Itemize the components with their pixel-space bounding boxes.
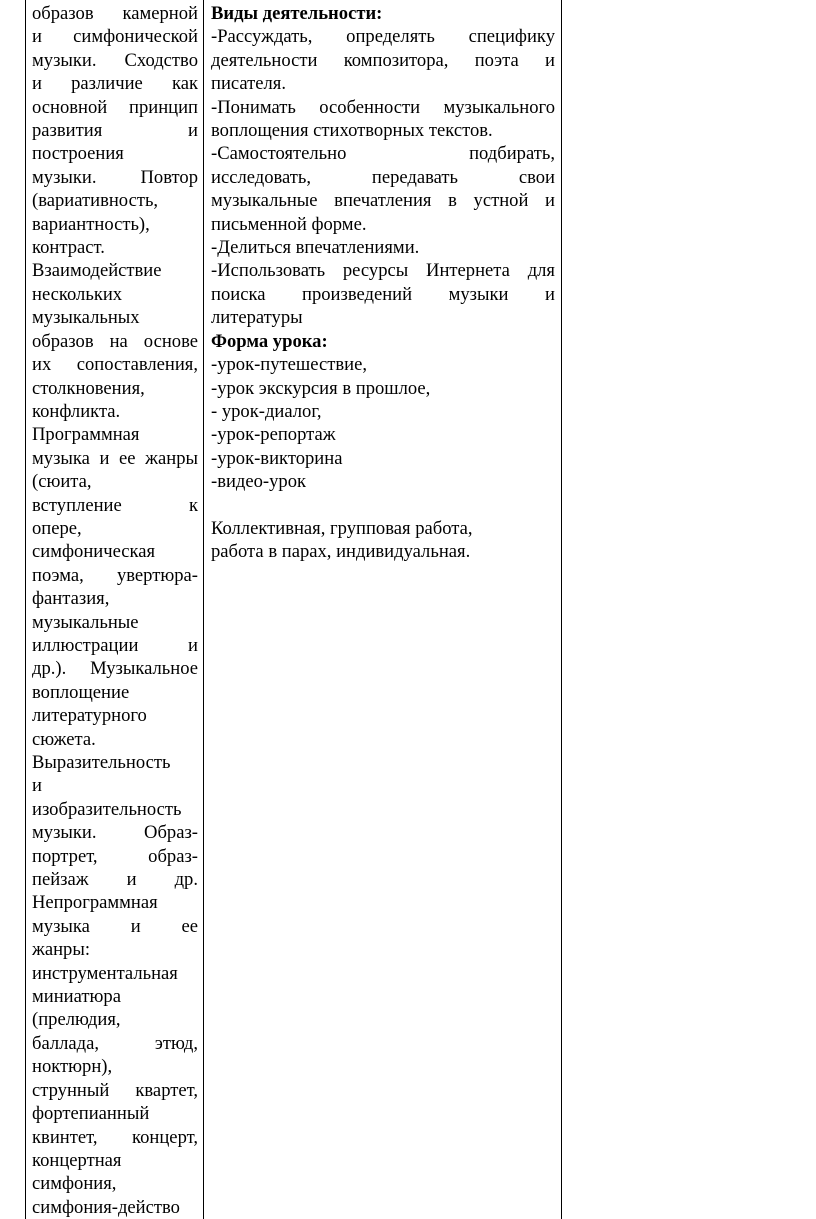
topic-line: основной принцип [32, 96, 198, 118]
activities-column [204, 0, 561, 1219]
topic-line: инструментальная [32, 962, 178, 984]
topic-line: др.). Музыкальное [32, 658, 198, 680]
topic-line: их сопоставления, [32, 354, 198, 376]
topic-line: музыка и ее жанры [32, 447, 198, 469]
activities-heading: Виды деятельности: [211, 3, 383, 24]
topic-line: музыки. Сходство [32, 49, 198, 71]
activity-line: -Рассуждать, определять специфику [211, 26, 555, 48]
activity-line: музыкальные впечатления в устной и [211, 190, 555, 212]
activity-line: воплощения стихотворных текстов. [211, 120, 493, 142]
topic-line: портрет, образ- [32, 845, 198, 867]
topic-line: и различие как [32, 73, 198, 95]
topic-line: квинтет, концерт, [32, 1126, 198, 1148]
topic-line: фантазия, [32, 588, 110, 610]
topic-line: и [32, 775, 42, 797]
topic-line: сюжета. [32, 728, 96, 750]
activity-line: деятельности композитора, поэта и [211, 49, 555, 71]
topic-line: вступление к [32, 494, 198, 516]
topic-line: (прелюдия, [32, 1009, 121, 1031]
topic-line: ноктюрн), [32, 1056, 113, 1078]
topic-line: поэма, увертюра- [32, 564, 198, 586]
topic-line: музыкальных [32, 307, 140, 329]
topic-line: Непрограммная [32, 892, 158, 914]
form-line: -видео-урок [211, 471, 307, 493]
topic-line: изобразительность [32, 798, 182, 820]
form-line: -урок-путешествие, [211, 354, 367, 376]
topic-line: конфликта. [32, 400, 121, 422]
form-line: - урок-диалог, [211, 400, 322, 422]
activity-line: литературы [211, 307, 303, 329]
topic-line: вариантность), [32, 213, 150, 235]
activity-line: -Делиться впечатлениями. [211, 237, 420, 259]
topic-line: Программная [32, 424, 140, 446]
topic-line: литературного [32, 705, 147, 727]
activity-line: письменной форме. [211, 213, 367, 235]
topic-line: фортепианный [32, 1103, 150, 1125]
topic-line: симфония-действо [32, 1196, 180, 1218]
form-line: -урок-викторина [211, 447, 343, 469]
paragraph-spacer [211, 494, 555, 517]
activity-line: писателя. [211, 73, 287, 95]
topic-line: симфония, [32, 1173, 117, 1195]
topic-line: столкновения, [32, 377, 145, 399]
topic-line: (сюита, [32, 471, 92, 493]
topic-line: концертная [32, 1149, 122, 1171]
topic-line: пейзаж и др. [32, 869, 198, 891]
topic-line: построения [32, 143, 124, 165]
activity-line: -Использовать ресурсы Интернета для [211, 260, 555, 282]
topic-line: миниатюра [32, 986, 121, 1008]
topics-column [26, 0, 204, 1219]
topic-line: воплощение [32, 681, 130, 703]
topic-line: (вариативность, [32, 190, 159, 212]
topic-line: струнный квартет, [32, 1079, 198, 1101]
topic-line: иллюстрации и [32, 634, 198, 656]
topic-line: опере, [32, 517, 82, 539]
form-line: -урок экскурсия в прошлое, [211, 377, 431, 399]
content-table [25, 0, 562, 1219]
topic-line: нескольких [32, 283, 123, 305]
topic-line: образов на основе [32, 330, 198, 352]
activity-line: исследовать, передавать свои [211, 166, 555, 188]
activity-line: -Самостоятельно подбирать, [211, 143, 555, 165]
topic-line: музыка и ее [32, 915, 198, 937]
activity-line: поиска произведений музыки и [211, 283, 555, 305]
topic-line: образов камерной [32, 3, 198, 24]
topic-line: баллада, этюд, [32, 1032, 198, 1054]
topic-line: жанры: [32, 939, 91, 961]
topic-line: контраст. [32, 237, 105, 259]
topic-line: музыки. Повтор [32, 166, 198, 188]
activity-line: -Понимать особенности музыкального [211, 96, 555, 118]
work-line: работа в парах, индивидуальная. [211, 541, 471, 563]
topic-line: симфоническая [32, 541, 156, 563]
topic-line: Взаимодействие [32, 260, 162, 282]
topic-line: и симфонической [32, 26, 198, 48]
topic-line: развития и [32, 120, 198, 142]
topic-line: Выразительность [32, 752, 171, 773]
work-line: Коллективная, групповая работа, [211, 517, 473, 539]
form-line: -урок-репортаж [211, 424, 336, 446]
topic-line: музыки. Образ- [32, 822, 198, 844]
topic-line: музыкальные [32, 611, 139, 633]
form-heading: Форма урока: [211, 330, 328, 352]
